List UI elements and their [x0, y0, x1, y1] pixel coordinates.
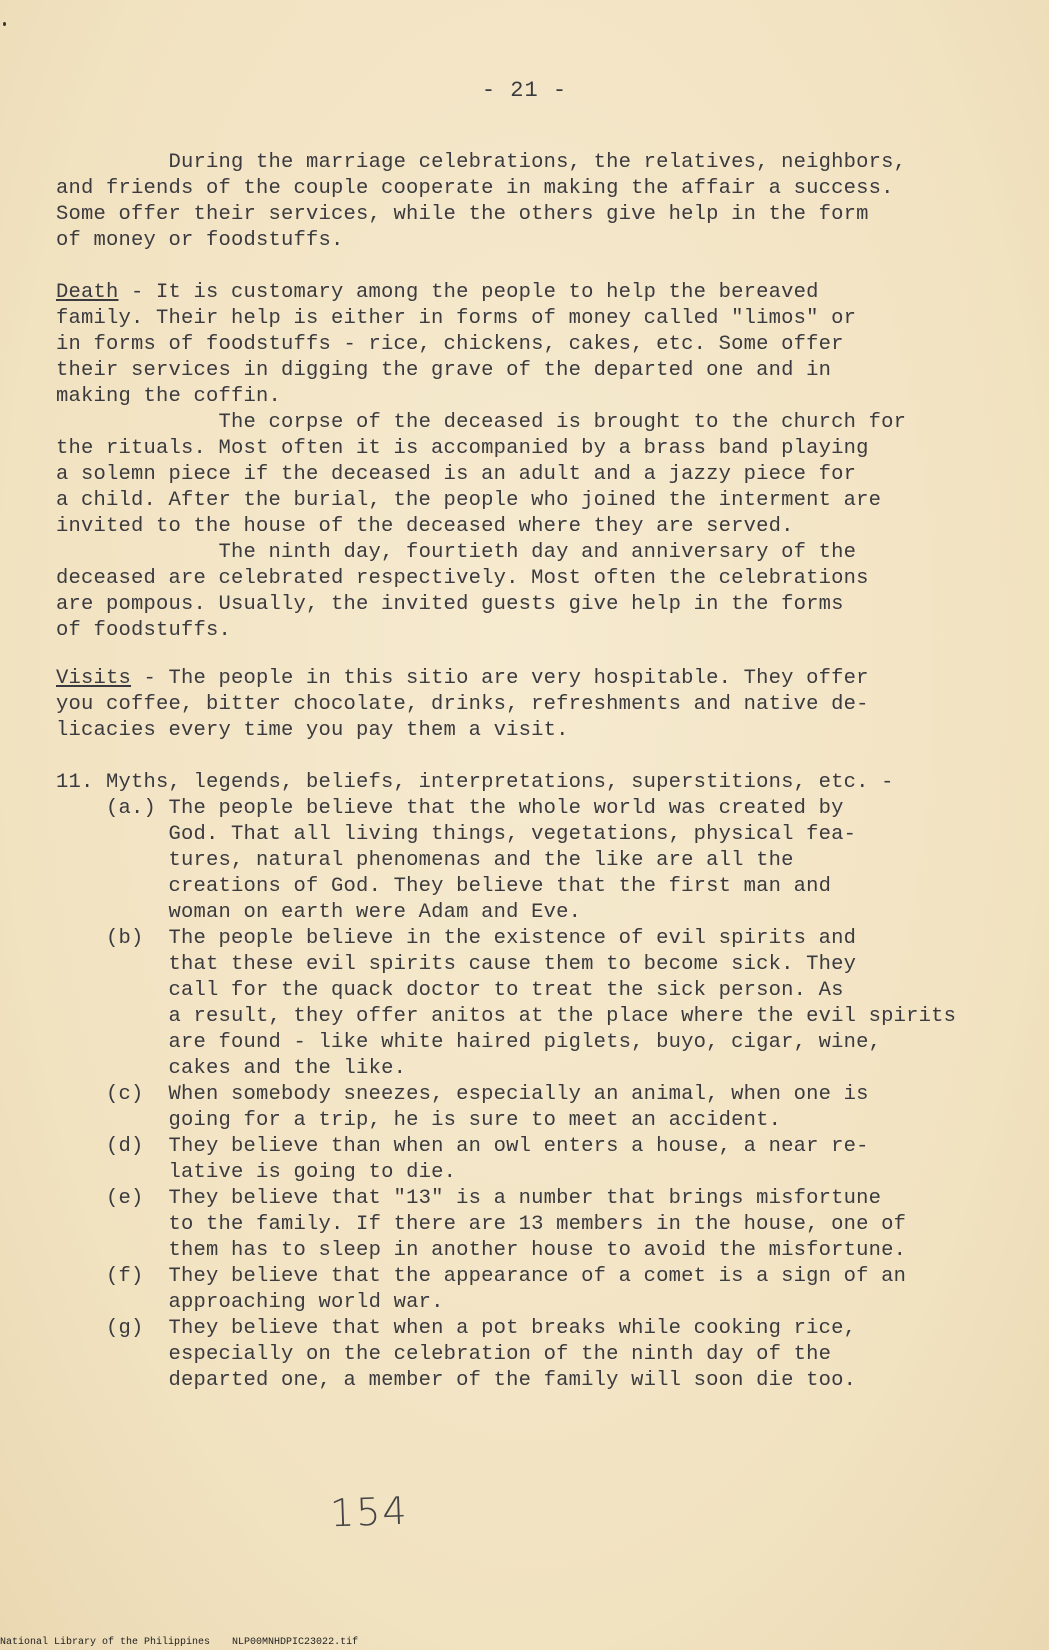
- footer: [0, 1637, 1049, 1648]
- heading-visits: Visits: [56, 667, 132, 690]
- paragraph-visits: - The people in this sitio are very hospitable. They offer you coffee, bitter chocolate, drinks, refreshments and native de- licacies every time you pay them a visit.: [56, 667, 869, 742]
- section-visits: [56, 666, 1006, 744]
- section-myths: 11. Myths, legends, beliefs, interpretations, superstitions, etc. - (a.) The people believe that the whole world was created by God. That all living things, vegetations, physical fea- tures, natural phenomenas and the like are all the creations of God. They believe that the first man and woman on earth were Adam and Eve. (b) The people believe in the existence of evil spirits and that these evil spirits cause them to become sick. They call for the quack doctor to treat the sick person. As a result, they offer anitos at the place where the evil spirits are found - like white haired piglets, buyo, cigar, wine, cakes and the like. (c) When somebody sneezes, especially an animal, when one is going for a trip, he is sure to meet an accident. (d) They believe than when an owl enters a house, a near re- lative is going to die. (e) They believe that "13" is a number that brings misfortune to the family. If there are 13 members in the house, one of them has to sleep in another house to avoid the misfortune. (f) They believe that the appearance of a comet is a sign of an approaching world war. (g) They believe that when a pot breaks while cooking rice, especially on the celebration of the ninth day of the departed one, a member of the family will soon die too.: [56, 771, 957, 1392]
- paragraph-death: - It is customary among the people to help the bereaved family. Their help is either in forms of money called "limos" or in forms of foodstuffs - rice, chickens, cakes, etc. Some offer their services in digging the grave of the departed one and in making the coffin. The corpse of the deceased is brought to the church for the rituals. Most often it is accompanied by a brass band playing a solemn piece if the deceased is an adult and a jazzy piece for a child. After the burial, the people who joined the interment are invited to the house of the deceased where they are served. The ninth day, fourtieth day and anniversary of the deceased are celebrated respectively. Most often the celebrations are pompous. Usually, the invited guests give help in the forms of foodstuffs.: [56, 281, 907, 642]
- heading-death: Death: [56, 281, 119, 304]
- page-number: - 21 -: [481, 78, 568, 103]
- paragraph-marriage: During the marriage celebrations, the relatives, neighbors, and friends of the couple cooperate in making the affair a success. Some offer their services, while the others give help in the form of money or foodstuffs.: [56, 151, 907, 252]
- footer-library: National Library of the Philippines: [0, 1637, 211, 1648]
- handwritten-page-number: 154: [329, 1488, 410, 1536]
- section-death: [56, 280, 1006, 644]
- footer-filename: NLP00MNHDPIC23022.tif: [232, 1637, 359, 1648]
- ink-mark: [3, 22, 6, 26]
